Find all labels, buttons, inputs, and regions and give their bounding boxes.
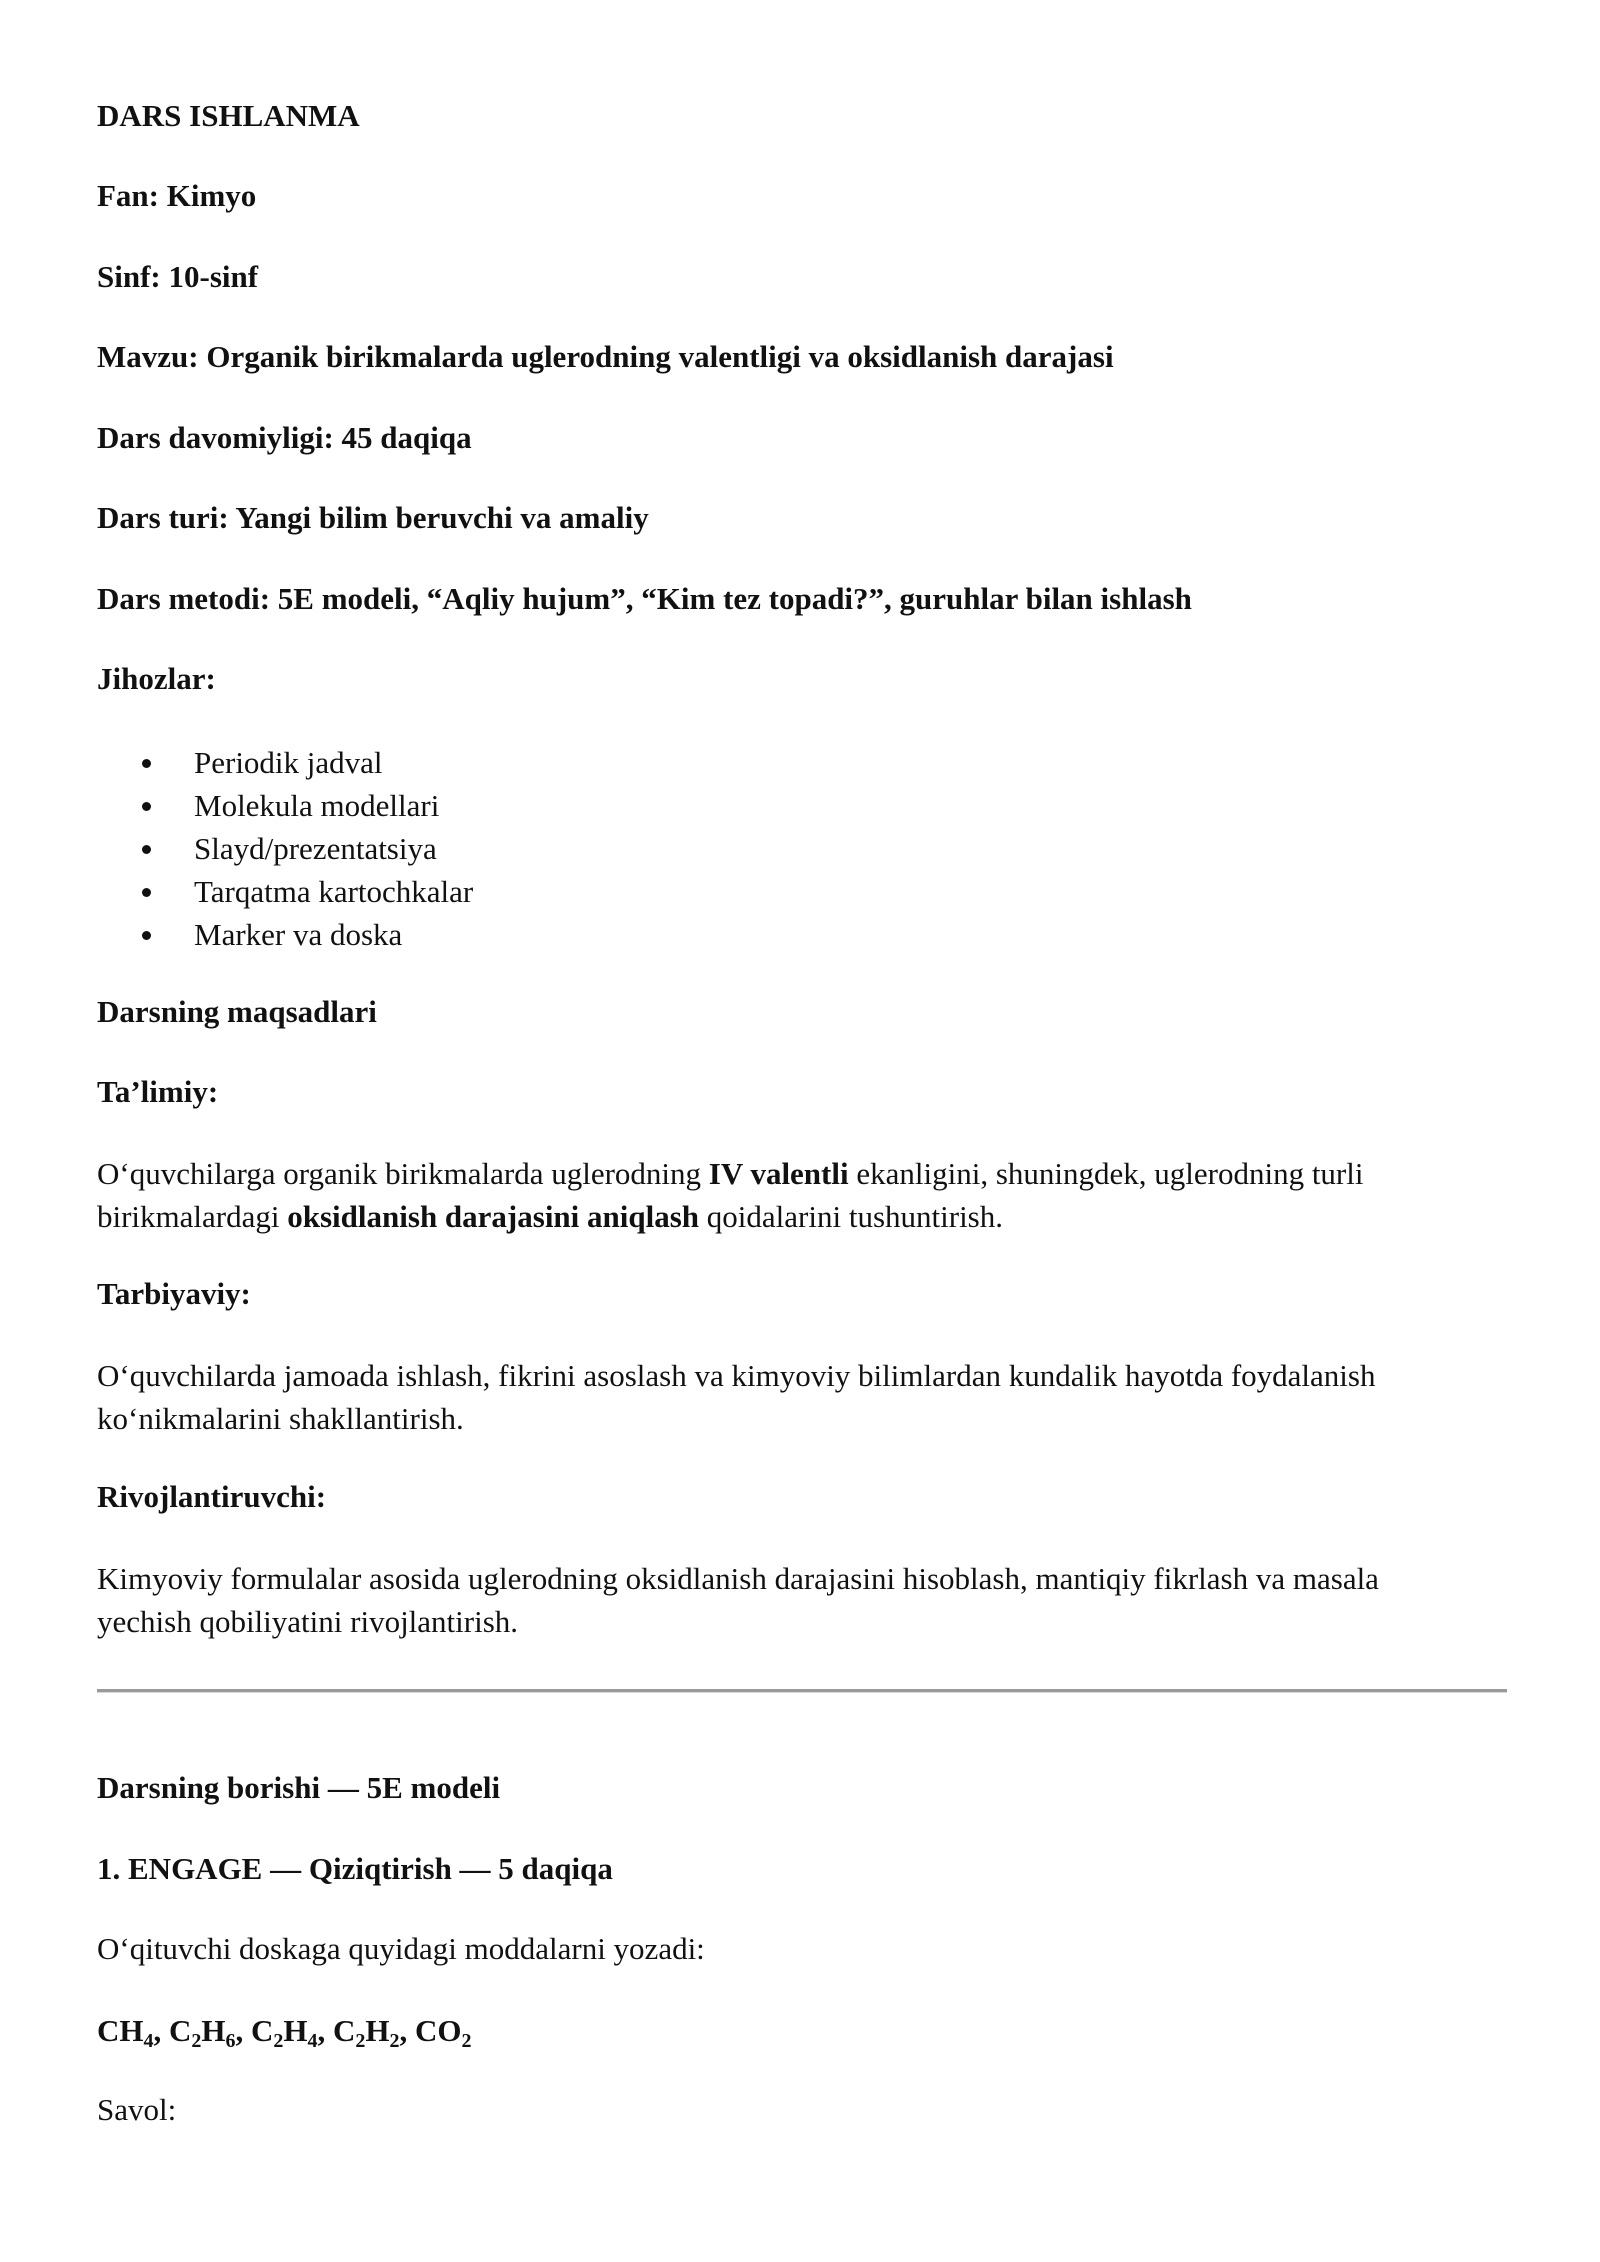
method-line: Dars metodi: 5E modeli, “Aqliy hujum”, “Kim tez topadi?”, guruhlar bilan ishlash: [97, 581, 1192, 616]
bullet-icon: [142, 802, 151, 811]
question-label: Savol:: [97, 2092, 177, 2127]
engage-heading: 1. ENGAGE — Qiziqtirish — 5 daqiqa: [97, 1851, 613, 1886]
teacher-instruction: O‘qituvchi doskaga quyidagi moddalarni yozadi:: [97, 1931, 705, 1966]
developmental-goal-text: Kimyoviy formulalar asosida uglerodning oksidlanish darajasini hisoblash, mantiqiy fikrlash va masala yechish qobiliyatini rivojlantirish.: [97, 1561, 1379, 1639]
chemical-formula: $CO_2$: [415, 2013, 472, 2052]
topic-line: Mavzu: Organik birikmalarda uglerodning valentligi va oksidlanish darajasi: [97, 339, 1114, 374]
bullet-icon: [142, 845, 151, 854]
educational-goal-heading: Ta’limiy:: [97, 1074, 219, 1109]
list-item: Periodik jadval: [97, 741, 473, 784]
list-item: Marker va doska: [97, 913, 473, 956]
upbringing-goal-text: O‘quvchilarda jamoada ishlash, fikrini asoslash va kimyoviy bilimlardan kundalik hayotda foydalanish ko‘nikmalarini shakllantirish.: [97, 1358, 1376, 1436]
bullet-icon: [142, 888, 151, 897]
subject-line: Fan: Kimyo: [97, 178, 257, 213]
list-item: Slayd/prezentatsiya: [97, 827, 473, 870]
lesson-flow-heading: Darsning borishi — 5E modeli: [97, 1770, 501, 1805]
chemical-formula: $C_2H_4$,: [251, 2013, 334, 2052]
equipment-heading: Jihozlar:: [97, 661, 216, 696]
goals-heading: Darsning maqsadlari: [97, 994, 377, 1029]
chemical-formula: $CH_4$,: [97, 2013, 169, 2052]
developmental-goal-heading: Rivojlantiruvchi:: [97, 1479, 327, 1514]
duration-line: Dars davomiyligi: 45 daqiqa: [97, 420, 472, 455]
horizontal-divider: [97, 1689, 1507, 1693]
upbringing-goal-heading: Tarbiyaviy:: [97, 1276, 251, 1311]
educational-goal-text: O‘quvchilarga organik birikmalarda uglerodning IV valentli ekanligini, shuningdek, uglerodning turli birikmalardagi oksidlanish darajasini aniqlash qoidalarini tushuntirish.: [97, 1156, 1364, 1234]
chemical-formula: $C_2H_2$,: [333, 2013, 416, 2052]
bullet-icon: [142, 759, 151, 768]
list-item: Molekula modellari: [97, 784, 473, 827]
equipment-list: [97, 741, 473, 956]
formula-line: [97, 2011, 472, 2061]
doc-title: DARS ISHLANMA: [97, 98, 360, 133]
lesson-type-line: Dars turi: Yangi bilim beruvchi va amaliy: [97, 500, 649, 535]
bullet-icon: [142, 931, 151, 940]
list-item: Tarqatma kartochkalar: [97, 870, 473, 913]
grade-line: Sinf: 10-sinf: [97, 259, 259, 294]
chemical-formula: $C_2H_6$,: [169, 2013, 252, 2052]
